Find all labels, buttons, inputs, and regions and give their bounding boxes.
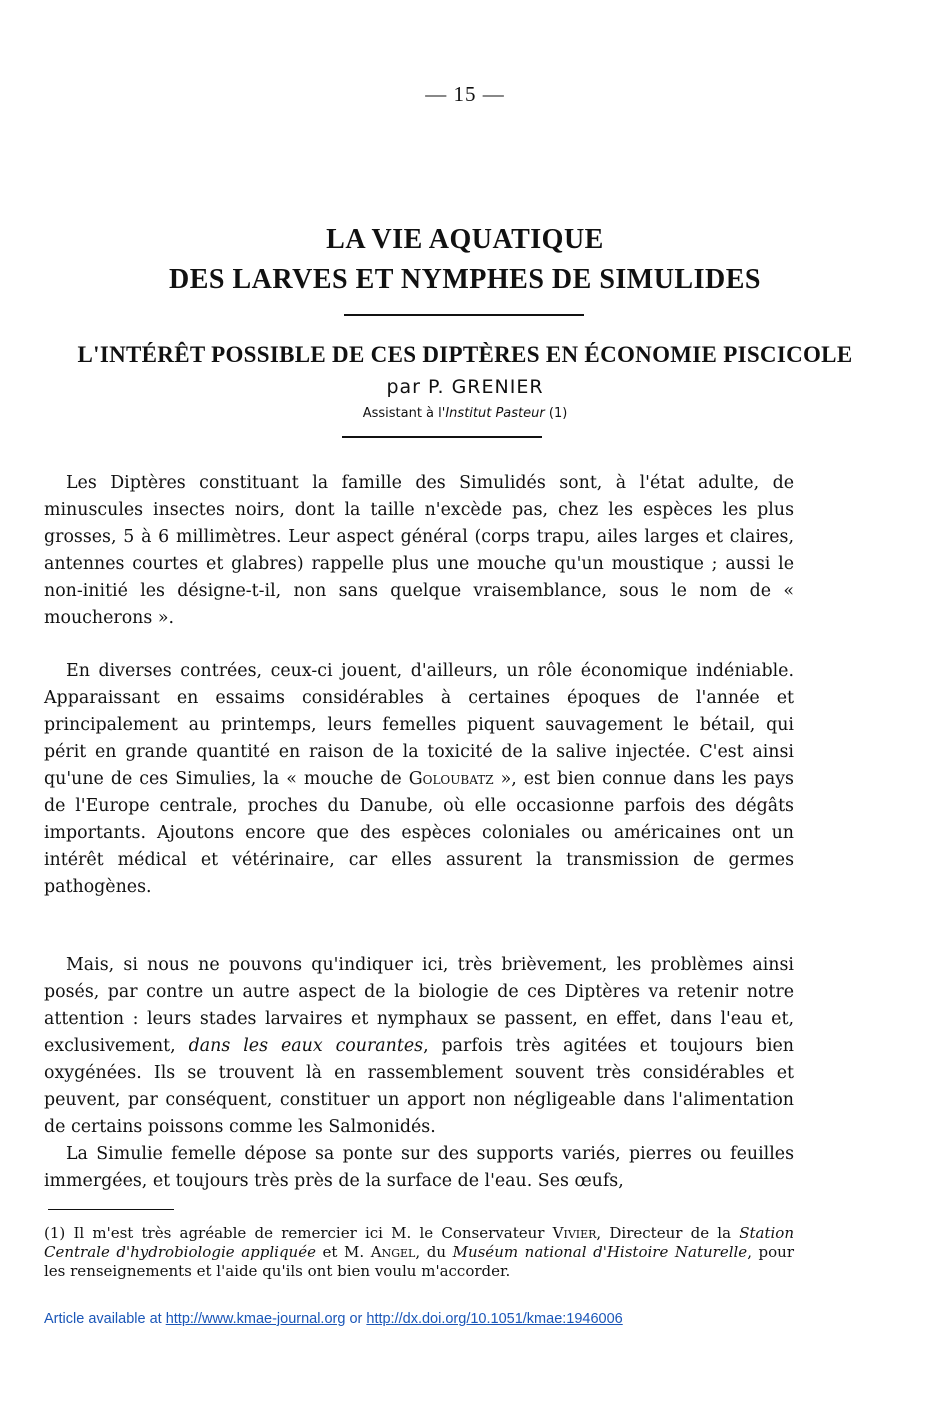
body-text: [44, 470, 794, 632]
paragraph-2-part-b: », est bien connue dans les pays de l'Europe centrale, proches du Danube, où elle occasionne parfois des dégâts importants. Ajoutons encore que des espèces coloniales ou américaines ont un intérêt médical et vétérinaire, car elles assurent la transmission de germes pathogènes.: [44, 769, 794, 897]
availability-prefix: Article available at: [44, 1311, 166, 1327]
footnote-text-4: , du: [415, 1243, 453, 1261]
page-number: — 15 —: [425, 82, 505, 106]
footnote-text-3: et M.: [315, 1243, 371, 1261]
article-title-line-1: LA VIE AQUATIQUE: [326, 224, 604, 255]
paragraph-4: La Simulie femelle dépose sa ponte sur des supports variés, pierres ou feuilles immergées, et toujours très près de la surface de l'eau. Ses œufs,: [44, 1144, 794, 1191]
title-divider: [344, 314, 584, 316]
body-text-2: [44, 658, 794, 901]
footnote-divider: [48, 1209, 174, 1210]
footnote-text-5: , pour les renseignements et l'aide qu'ils ont bien voulu m'accorder.: [44, 1243, 795, 1280]
footnote: [44, 1224, 794, 1281]
footnote-marker: (1): [44, 1224, 66, 1242]
article-title-line-2: DES LARVES ET NYMPHES DE SIMULIDES: [169, 264, 761, 295]
body-text-3: [44, 952, 794, 1195]
footnote-name-vivier: Vivier: [552, 1224, 597, 1242]
availability-middle: or: [345, 1311, 367, 1327]
paragraph-3: [44, 952, 794, 1141]
paragraph-2: [44, 658, 794, 901]
paragraph-3-emphasis: dans les eaux courantes: [188, 1036, 424, 1056]
article-subtitle: L'INTÉRÊT POSSIBLE DE CES DIPTÈRES EN ÉCONOMIE PISCICOLE: [77, 342, 853, 367]
footnote-name-angel: Angel: [370, 1243, 416, 1261]
affiliation-prefix: Assistant à l': [362, 406, 446, 421]
article-availability-line: [44, 1311, 623, 1327]
author-byline: par P. GRENIER: [386, 376, 544, 398]
footnote-text-2: , Directeur de la: [596, 1224, 740, 1242]
paragraph-3-part-b: , parfois très agitées et toujours bien oxygénées. Ils se trouvent là en rassemblement souvent très considérables et peuvent, par conséquent, constituer un apport non négligeable dans l'alimentation de certains poissons comme les Salmonidés.: [44, 1036, 795, 1137]
footnote-institution-2: Muséum national d'Histoire Naturelle: [452, 1243, 748, 1261]
footnote-text-1: Il m'est très agréable de remercier ici M. le Conservateur: [65, 1224, 553, 1242]
doi-link[interactable]: http://dx.doi.org/10.1051/kmae:1946006: [366, 1311, 623, 1327]
person-name-goloubatz: Goloubatz: [408, 769, 494, 789]
paragraph-2-part-a: En diverses contrées, ceux-ci jouent, d'ailleurs, un rôle économique indéniable. Apparaissant en essaims considérables à certaines époques de l'année et principalement au printemps, leurs femelles piquent sauvagement le bétail, qui périt en grande quantité en raison de la toxicité de la salive injectée. C'est ainsi qu'une de ces Simulies, la « mouche de: [44, 661, 794, 789]
footnote-institution-1: Station Centrale d'hydrobiologie appliquée: [44, 1224, 794, 1261]
footnote-ref: (1): [544, 406, 568, 421]
paragraph-1: Les Diptères constituant la famille des Simulidés sont, à l'état adulte, de minuscules insectes noirs, dont la taille n'excède pas, chez les espèces les plus grosses, 5 à 6 millimètres. Leur aspect général (corps trapu, ailes larges et claires, antennes courtes et glabres) rappelle plus une mouche qu'un moustique ; aussi le non-initié les désigne-t-il, non sans quelque vraisemblance, sous le nom de « moucherons ».: [44, 473, 794, 628]
journal-link[interactable]: http://www.kmae-journal.org: [165, 1311, 346, 1327]
paragraph-3-part-a: Mais, si nous ne pouvons qu'indiquer ici, très brièvement, les problèmes ainsi posés, par contre un autre aspect de la biologie de ces Diptères va retenir notre attention : leurs stades larvaires et nymphaux se passent, en effet, dans l'eau et, exclusivement,: [44, 955, 794, 1056]
affiliation-institution: Institut Pasteur: [445, 406, 545, 421]
author-affiliation: [0, 406, 930, 421]
author-divider: [342, 436, 542, 438]
